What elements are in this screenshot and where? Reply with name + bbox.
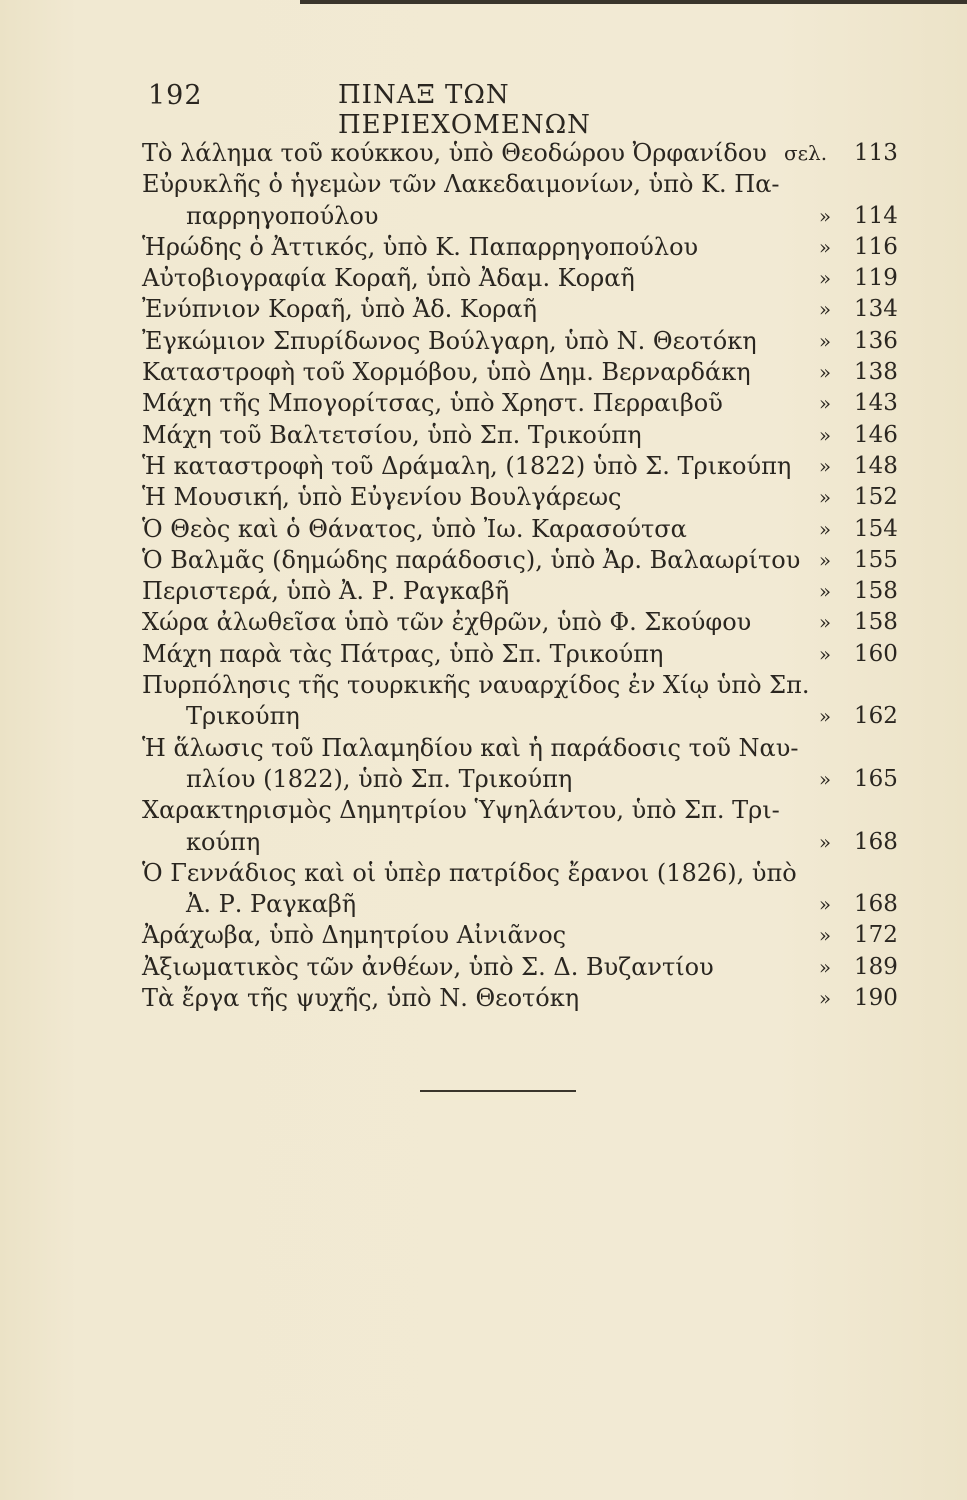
- toc-entry-title: Καταστροφὴ τοῦ Χορμόβου, ὑπὸ Δημ. Βερναρδάκη: [142, 358, 751, 387]
- toc-page-number: 190: [854, 985, 898, 1012]
- toc-entry-title: Ἡ ἅλωσις τοῦ Παλαμηδίου καὶ ἡ παράδοσις τοῦ Ναυ-: [142, 733, 799, 762]
- toc-entry-title: Αὐτοβιογραφία Κοραῆ, ὑπὸ Ἀδαμ. Κοραῆ: [142, 264, 635, 293]
- toc-page-number: 119: [854, 265, 898, 292]
- closing-rule: [420, 1090, 576, 1092]
- ditto-mark: »: [818, 234, 832, 259]
- toc-entry-line: [142, 545, 912, 576]
- toc-entry: [142, 420, 912, 451]
- toc-entry: [142, 576, 912, 607]
- toc-page-number: 155: [854, 546, 898, 573]
- toc-entry-title: Ἡ Μουσική, ὑπὸ Εὐγενίου Βουλγάρεως: [142, 483, 622, 512]
- toc-entry-continuation: [142, 201, 912, 232]
- toc-entry-title: Τὸ λάλημα τοῦ κούκκου, ὑπὸ Θεοδώρου Ὀρφανίδου: [142, 139, 767, 167]
- toc-page-number: 189: [854, 953, 898, 980]
- toc-entry: [142, 639, 912, 670]
- toc-entry-line: [142, 952, 912, 983]
- toc-entry: [142, 795, 912, 858]
- toc-page-number: 158: [854, 609, 898, 636]
- toc-entry: [142, 858, 912, 921]
- toc-entry-line: [142, 451, 912, 482]
- toc-page-number: 168: [854, 828, 898, 855]
- toc-entry-line: [142, 670, 912, 701]
- toc-page-number: 114: [854, 202, 898, 229]
- toc-entry: [142, 138, 912, 169]
- toc-entry: [142, 482, 912, 513]
- toc-entry: [142, 952, 912, 983]
- toc-page-number: 134: [854, 296, 898, 323]
- toc-page-number: 160: [854, 640, 898, 667]
- toc-entry-title: Ἀξιωματικὸς τῶν ἀνθέων, ὑπὸ Σ. Δ. Βυζαντίου: [142, 952, 714, 981]
- toc-entry-title: κούπη: [186, 827, 261, 856]
- toc-entry-title: Περιστερά, ὑπὸ Ἀ. Ρ. Ραγκαβῆ: [142, 577, 510, 606]
- toc-entry-title: Ὁ Βαλμᾶς (δημώδης παράδοσις), ὑπὸ Ἀρ. Βαλαωρίτου: [142, 545, 801, 574]
- toc-entry-line: [142, 514, 912, 545]
- toc-entry: [142, 451, 912, 482]
- ditto-mark: »: [818, 547, 832, 572]
- toc-entry-title: Ἡ καταστροφὴ τοῦ Δράμαλη, (1822) ὑπὸ Σ. Τρικούπη: [142, 451, 792, 480]
- toc-page-number: 136: [854, 327, 898, 354]
- ditto-mark: »: [818, 297, 832, 322]
- top-edge-rule: [300, 0, 967, 4]
- toc-entry: [142, 514, 912, 545]
- table-of-contents: [142, 138, 912, 1014]
- toc-entry-title: Τὰ ἔργα τῆς ψυχῆς, ὑπὸ Ν. Θεοτόκη: [142, 984, 580, 1013]
- toc-entry-line: [142, 232, 912, 263]
- toc-entry: [142, 388, 912, 419]
- ditto-mark: »: [818, 266, 832, 291]
- toc-entry: [142, 357, 912, 388]
- toc-page-number: 162: [854, 703, 898, 730]
- ditto-mark: »: [818, 923, 832, 948]
- toc-page-number: 113: [854, 140, 898, 166]
- toc-page-number: 143: [854, 390, 898, 417]
- toc-entry-line: [142, 420, 912, 451]
- toc-page-number: 146: [854, 421, 898, 448]
- toc-entry: [142, 545, 912, 576]
- ditto-mark: »: [818, 453, 832, 478]
- toc-entry: [142, 263, 912, 294]
- ditto-mark: »: [818, 892, 832, 917]
- ditto-mark: »: [818, 328, 832, 353]
- toc-entry-title: Ἐνύπνιον Κοραῆ, ὑπὸ Ἀδ. Κοραῆ: [142, 295, 537, 324]
- toc-entry: [142, 607, 912, 638]
- toc-entry-line: [142, 294, 912, 325]
- toc-entry-continuation: [142, 701, 912, 732]
- toc-entry-line: [142, 607, 912, 638]
- toc-entry-continuation: [142, 764, 912, 795]
- toc-entry-line: [142, 576, 912, 607]
- toc-entry-line: [142, 357, 912, 388]
- toc-page-number: 148: [854, 452, 898, 479]
- ditto-mark: »: [818, 641, 832, 666]
- toc-entry-title: πλίου (1822), ὑπὸ Σπ. Τρικούπη: [186, 764, 573, 793]
- toc-entry-title: Ἀ. Ρ. Ραγκαβῆ: [186, 890, 357, 919]
- toc-entry: [142, 670, 912, 733]
- toc-entry: [142, 920, 912, 951]
- ditto-mark: »: [818, 829, 832, 854]
- toc-entry-title: Ἡρώδης ὁ Ἀττικός, ὑπὸ Κ. Παπαρρηγοπούλου: [142, 232, 699, 261]
- ditto-mark: »: [818, 422, 832, 447]
- ditto-mark: »: [818, 579, 832, 604]
- toc-entry-line: [142, 858, 912, 889]
- toc-entry: [142, 169, 912, 232]
- toc-entry-title: παρρηγοπούλου: [186, 201, 379, 230]
- toc-page-number: 116: [854, 233, 898, 260]
- toc-entry-title: Μάχη τοῦ Βαλτετσίου, ὑπὸ Σπ. Τρικούπη: [142, 420, 642, 449]
- toc-entry-title: Μάχη παρὰ τὰς Πάτρας, ὑπὸ Σπ. Τρικούπη: [142, 639, 664, 668]
- ditto-mark: »: [818, 391, 832, 416]
- toc-entry-title: Μάχη τῆς Μπογορίτσας, ὑπὸ Χρηστ. Περραιβοῦ: [142, 389, 723, 418]
- toc-page-number: 168: [854, 891, 898, 918]
- toc-entry-continuation: [142, 889, 912, 920]
- page-header: [148, 80, 748, 140]
- toc-entry-line: [142, 920, 912, 951]
- toc-entry-line: [142, 639, 912, 670]
- toc-entry-line: [142, 169, 912, 200]
- ditto-mark: »: [818, 986, 832, 1011]
- toc-entry-continuation: [142, 827, 912, 858]
- toc-entry-line: [142, 263, 912, 294]
- toc-entry-line: [142, 983, 912, 1014]
- toc-entry: [142, 733, 912, 796]
- toc-entry-title: Εὐρυκλῆς ὁ ἡγεμὼν τῶν Λακεδαιμονίων, ὑπὸ Κ. Πα-: [142, 170, 780, 199]
- toc-entry-line: [142, 795, 912, 826]
- ditto-mark: »: [818, 203, 832, 228]
- toc-entry-title: Ὁ Θεὸς καὶ ὁ Θάνατος, ὑπὸ Ἰω. Καρασούτσα: [142, 514, 687, 543]
- toc-page-number: 172: [854, 922, 898, 949]
- ditto-mark: »: [818, 516, 832, 541]
- page-abbreviation: σελ.: [784, 141, 828, 165]
- ditto-mark: »: [818, 704, 832, 729]
- toc-entry-line: [142, 733, 912, 764]
- toc-page-number: 138: [854, 359, 898, 386]
- page-number: 192: [148, 80, 203, 111]
- toc-entry-title: Πυρπόλησις τῆς τουρκικῆς ναυαρχίδος ἐν Χίῳ ὑπὸ Σπ.: [142, 671, 810, 700]
- ditto-mark: »: [818, 954, 832, 979]
- toc-entry: [142, 232, 912, 263]
- ditto-mark: »: [818, 485, 832, 510]
- toc-entry: [142, 294, 912, 325]
- toc-page-number: 154: [854, 515, 898, 542]
- ditto-mark: »: [818, 360, 832, 385]
- toc-entry-title: Ὁ Γεννάδιος καὶ οἱ ὑπὲρ πατρίδος ἔρανοι (1826), ὑπὸ: [142, 858, 797, 887]
- toc-entry-line: [142, 326, 912, 357]
- toc-entry: [142, 326, 912, 357]
- toc-entry-title: Τρικούπη: [186, 702, 300, 731]
- ditto-mark: »: [818, 766, 832, 791]
- toc-page-number: 158: [854, 578, 898, 605]
- toc-entry-line: [142, 138, 912, 169]
- toc-entry-line: [142, 482, 912, 513]
- ditto-mark: »: [818, 610, 832, 635]
- toc-entry-title: Χώρα ἀλωθεῖσα ὑπὸ τῶν ἐχθρῶν, ὑπὸ Φ. Σκούφου: [142, 608, 752, 637]
- toc-entry-title: Ἐγκώμιον Σπυρίδωνος Βούλγαρη, ὑπὸ Ν. Θεοτόκη: [142, 326, 757, 355]
- toc-page-number: 165: [854, 765, 898, 792]
- running-title: ΠΙΝΑΞ ΤΩΝ ΠΕΡΙΕΧΟΜΕΝΩΝ: [338, 80, 591, 140]
- toc-entry-title: Χαρακτηρισμὸς Δημητρίου Ὑψηλάντου, ὑπὸ Σπ. Τρι-: [142, 796, 780, 825]
- toc-entry-title: Ἀράχωβα, ὑπὸ Δημητρίου Αἰνιᾶνος: [142, 921, 567, 950]
- toc-page-number: 152: [854, 484, 898, 511]
- toc-entry-line: [142, 388, 912, 419]
- toc-entry: [142, 983, 912, 1014]
